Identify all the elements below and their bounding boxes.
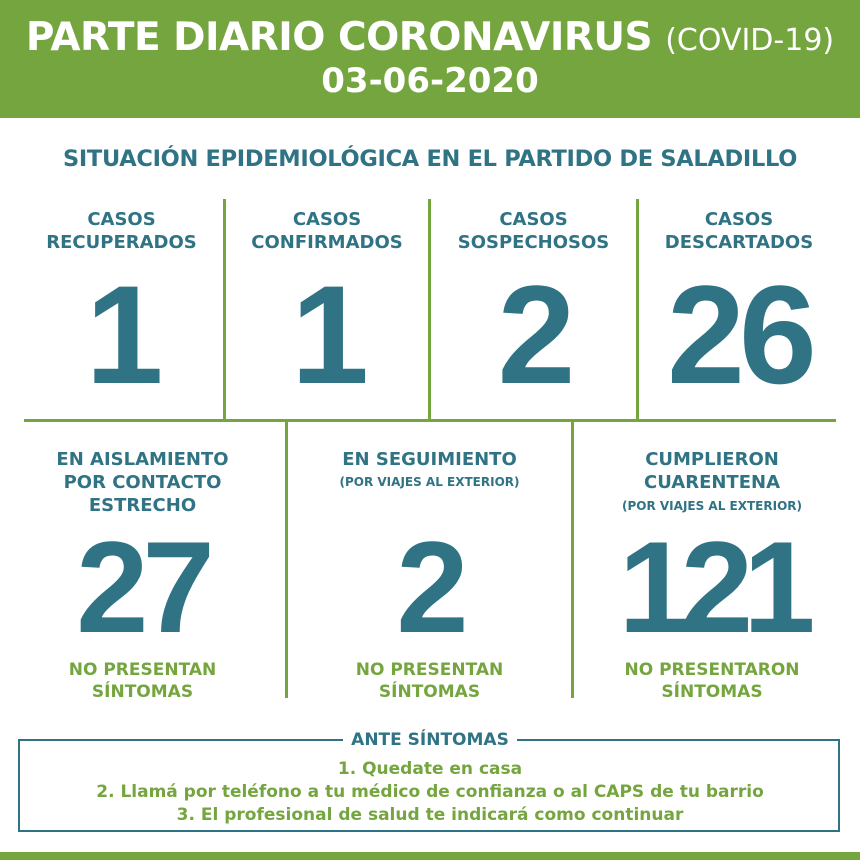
stat-value: 26 bbox=[667, 256, 811, 413]
page-title: PARTE DIARIO CORONAVIRUS (COVID-19) bbox=[25, 15, 835, 60]
stat-note: (POR VIAJES AL EXTERIOR) bbox=[339, 475, 520, 489]
stat-value: 27 bbox=[76, 514, 209, 660]
stat-value: 121 bbox=[618, 514, 806, 660]
section-subtitle: SITUACIÓN EPIDEMIOLÓGICA EN EL PARTIDO DE SALADILLO bbox=[62, 146, 798, 172]
stat-value: 2 bbox=[396, 514, 463, 660]
stat-recuperados bbox=[20, 200, 223, 418]
stat-value: 2 bbox=[497, 256, 570, 413]
advice-step: 2. Llamá por teléfono a tu médico de confianza o al CAPS de tu barrio bbox=[96, 782, 764, 802]
stat-label: CASOS bbox=[87, 209, 156, 230]
stat-confirmados bbox=[226, 200, 428, 418]
symptoms-note: SÍNTOMAS bbox=[661, 682, 763, 702]
stat-descartados bbox=[639, 200, 839, 418]
stat-sospechosos bbox=[431, 200, 636, 418]
stat-seguimiento bbox=[288, 422, 571, 702]
stat-label: CASOS bbox=[704, 209, 774, 230]
advice-step: 1. Quedate en casa bbox=[337, 759, 523, 779]
symptoms-note: SÍNTOMAS bbox=[91, 682, 194, 702]
symptoms-note: SÍNTOMAS bbox=[378, 682, 481, 702]
footer-bar bbox=[0, 852, 860, 860]
stat-label: CASOS bbox=[292, 209, 362, 230]
stat-label: ESTRECHO bbox=[88, 495, 197, 516]
stat-note: (POR VIAJES AL EXTERIOR) bbox=[622, 499, 802, 513]
stat-value: 1 bbox=[85, 256, 158, 413]
stat-cuarentena bbox=[574, 422, 850, 702]
advice-step: 3. El profesional de salud te indicará como continuar bbox=[176, 805, 684, 825]
stat-label: POR CONTACTO bbox=[63, 472, 222, 493]
stat-label: EN AISLAMIENTO bbox=[56, 449, 229, 470]
stat-label: EN SEGUIMIENTO bbox=[342, 449, 517, 470]
stat-label: CUARENTENA bbox=[644, 472, 780, 493]
stat-label: CUMPLIERON bbox=[645, 449, 779, 470]
stat-label: CONFIRMADOS bbox=[251, 232, 403, 253]
advice-title: ANTE SÍNTOMAS bbox=[0, 728, 860, 752]
report-date: 03-06-2020 bbox=[321, 61, 539, 101]
symptoms-note: NO PRESENTAN bbox=[68, 660, 217, 680]
stat-label: SOSPECHOSOS bbox=[457, 232, 610, 253]
stat-label: RECUPERADOS bbox=[46, 232, 197, 253]
symptoms-note: NO PRESENTARON bbox=[624, 660, 800, 680]
stat-aislamiento bbox=[0, 422, 285, 702]
symptoms-note: NO PRESENTAN bbox=[355, 660, 504, 680]
stat-value: 1 bbox=[291, 256, 363, 413]
stat-label: DESCARTADOS bbox=[664, 232, 814, 253]
stat-label: CASOS bbox=[499, 209, 568, 230]
title-suffix: (COVID-19) bbox=[665, 23, 835, 58]
header-banner bbox=[0, 0, 860, 118]
